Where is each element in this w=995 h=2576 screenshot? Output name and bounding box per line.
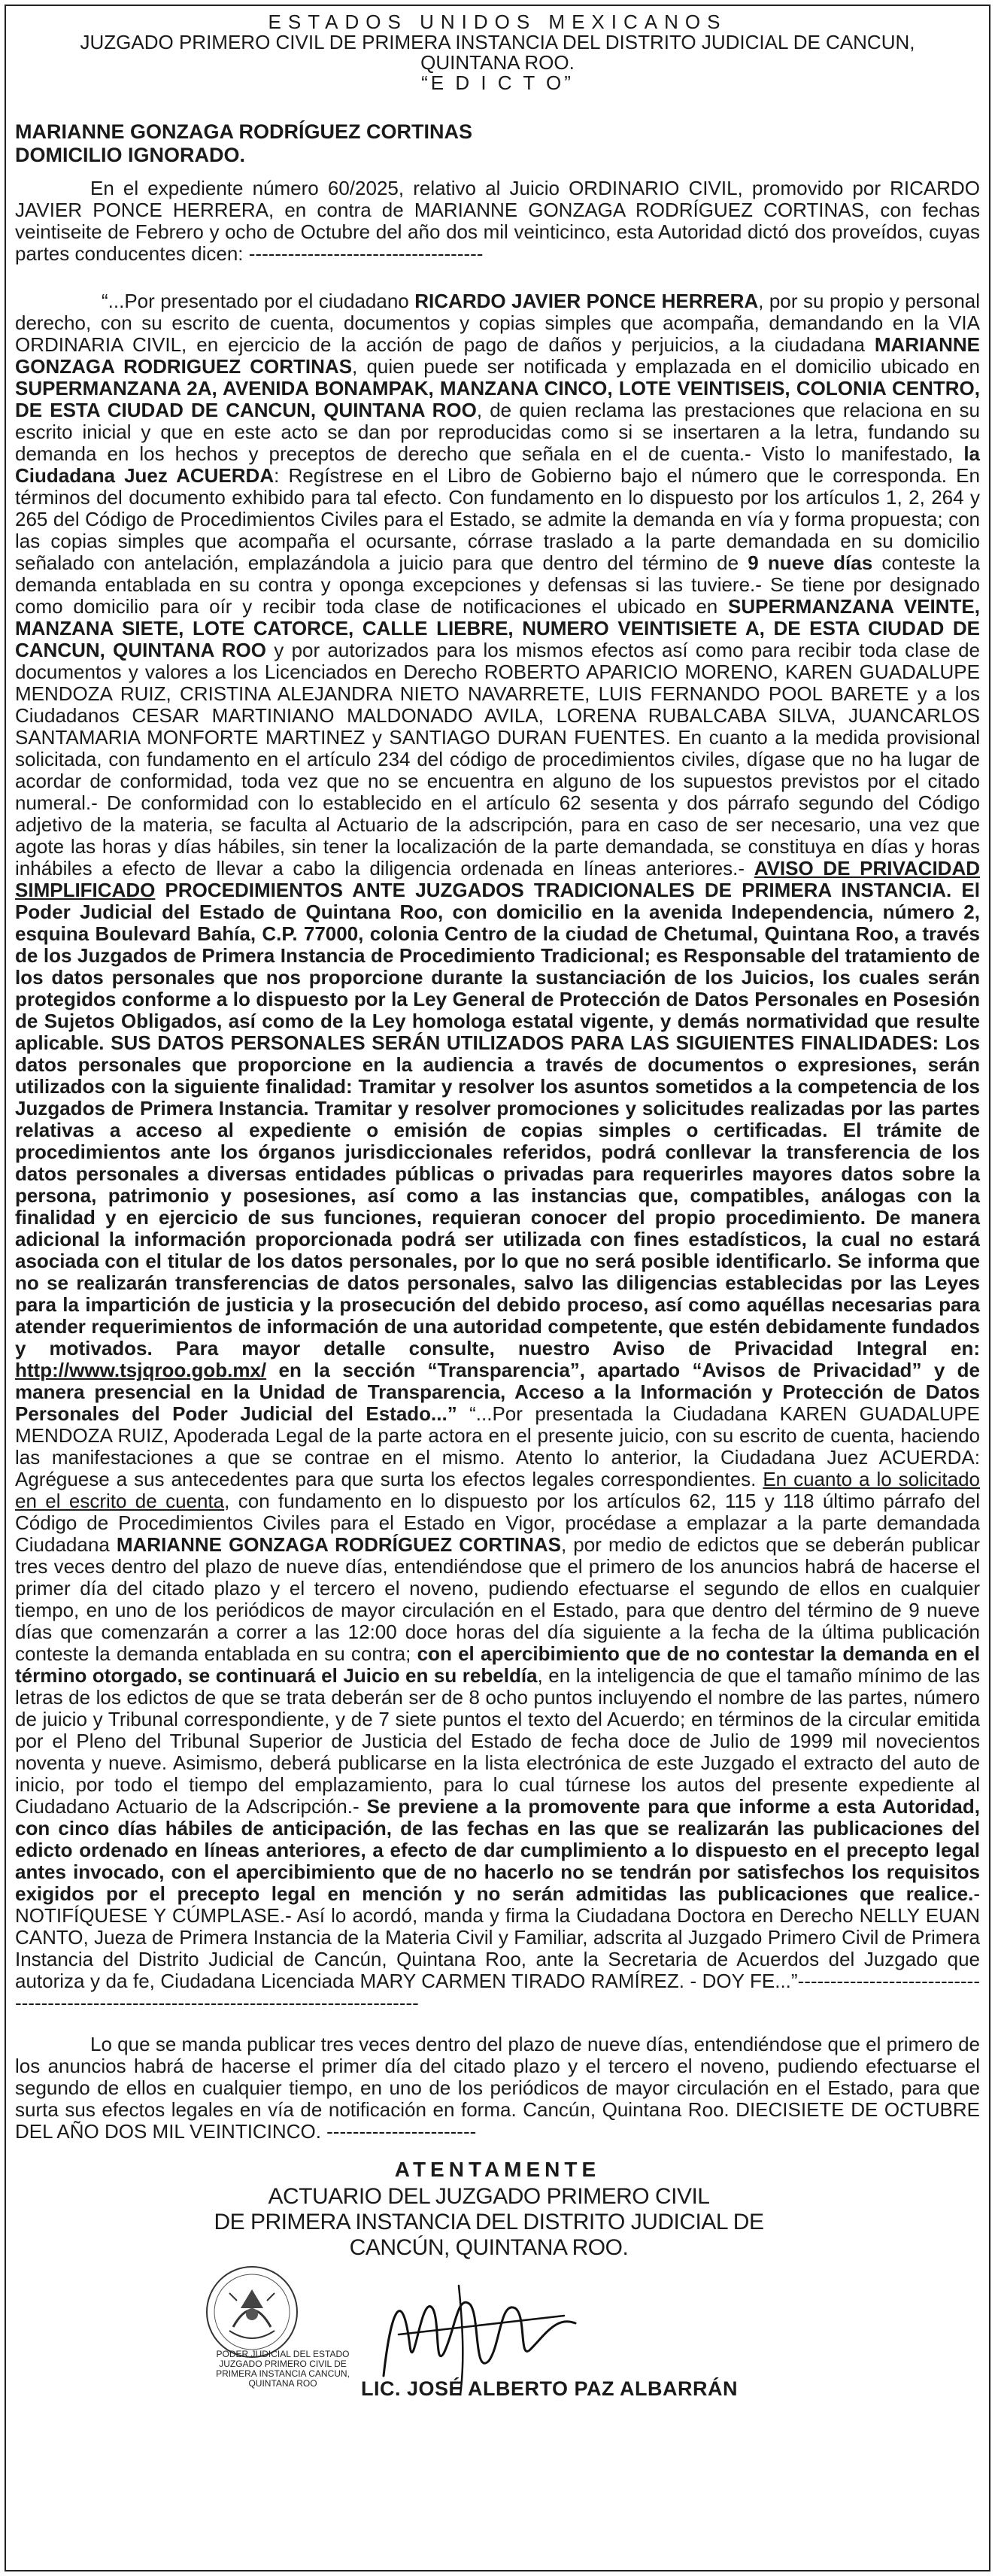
- header-state: QUINTANA ROO.: [420, 51, 575, 74]
- signature-block: [15, 2158, 980, 2413]
- office-line-3: CANCÚN, QUINTANA ROO.: [349, 2235, 629, 2260]
- office-line-2: DE PRIMERA INSTANCIA DEL DISTRITO JUDICIAL DE: [214, 2210, 764, 2234]
- body-segment: con el apercibimiento que de no contestar la demanda en el término otorgado, se continuará el Juicio en su rebeldía: [15, 1642, 981, 1687]
- seal-caption: PODER JUDICIAL DEL ESTADO JUZGADO PRIMERO CIVIL DE PRIMERA INSTANCIA CANCUN, QUINTANA ROO: [216, 2349, 350, 2389]
- body-segment: y por autorizados para los mismos efectos así como para recibir toda clase de documentos y valores a los Licenciados en Derecho ROBERTO APARICIO MORENO, KAREN GUADALUPE MENDOZA RUIZ, CRISTINA ALEJANDRA NIETO NAVARRETE, LUIS FERNANDO POOL BARETE y a los Ciudadanos CESAR MARTINIANO MALDONADO AVILA, LORENA RUBALCABA SILVA, JUANCARLOS SANTAMARIA MONFORTE MARTINEZ y SANTIAGO DURAN FUENTES. En cuanto a la medida provisional solicitada, con fundamento en el artículo 234 del código de procedimientos civiles, dígase que no ha lugar de acordar de conformidad, toda vez que no se encuentra en alguno de los supuestos previstos por el citado numeral.- De conformidad con lo establecido en el artículo 62 sesenta y dos párrafo segundo del Código adjetivo de la materia, se faculta al Actuario de la adscripción, para en caso de ser necesario, una vez que agote las horas y días hábiles, sin tener la localización de la parte demandada, se constituya en días y horas inhábiles a efecto de llevar a cabo la diligencia ordenada en líneas anteriores.-: [15, 639, 980, 879]
- body-segment: En cuanto a lo solicitado en el escrito de cuenta: [15, 1468, 980, 1512]
- body-segment: PROCEDIMIENTOS ANTE JUZGADOS TRADICIONALES DE PRIMERA INSTANCIA. El Poder Judicial del Estado de Quintana Roo, con domicilio en la avenida Independencia, número 2, esquina Boulevard Bahía, C.P. 77000, colonia Centro de la ciudad de Chetumal, Quintana Roo, a través de los Juzgados de Primera Instancia de Procedimiento Tradicional; es Responsable del tratamiento de los datos personales que nos proporcione durante la sustanciación de los Juicios, los cuales serán protegidos conforme a lo dispuesto por la Ley General de Protección de Datos Personales en Posesión de Sujetos Obligados, así como de la Ley homologa estatal vigente, y demás normatividad que resulte aplicable. SUS DATOS PERSONALES SERÁN UTILIZADOS PARA LAS SIGUIENTES FINALIDADES: Los datos personales que proporcione en la audiencia a través de documentos o expresiones, serán utilizados con la siguiente finalidad: Tramitar y resolver los asuntos sometidos a la competencia de los Juzgados de Primera Instancia. Tramitar y resolver promociones y solicitudes realizadas por las partes relativas a acceso al expediente o emisión de copias simples o certificadas. El trámite de procedimientos ante los órganos jurisdiccionales referidos, podrá conllevar la transferencia de los datos personales a diversas entidades públicas o privadas para requerirles mayores datos sobre la persona, patrimonio y posesiones, así como a las instancias que, compatibles, análogas con la finalidad y en ejercicio de sus funciones, requieran conocer del propio procedimiento. De manera adicional la información proporcionada podrá ser utilizada con fines estadísticos, la cual no estará asociada con el titular de los datos personales, por lo que no será posible identificarlo. Se informa que no se realizarán transferencias de datos personales, salvo las diligencias establecidas por las Leyes para la impartición de justicia y la prosecución del debido proceso, así como aquéllas necesarias para atender requerimientos de información de una autoridad competente, que estén debidamente fundados y motivados. Para mayor detalle consulte, nuestro Aviso de Privacidad Integral en:: [15, 879, 980, 1359]
- body-segment: MARIANNE GONZAGA RODRÍGUEZ CORTINAS: [116, 1533, 561, 1556]
- body-segment: , de quien reclama las prestaciones que relaciona en su escrito inicial y que en este acto se dan por reproducidas como si se insertaren a la letra, fundando su demanda en los hechos y preceptos de derecho que señala en el de cuenta.- Visto lo manifestado,: [15, 399, 980, 465]
- signer-name: LIC. JOSÉ ALBERTO PAZ ALBARRÁN: [361, 2377, 739, 2400]
- body-paragraph: [15, 290, 980, 2014]
- addressee-domicile: DOMICILIO IGNORADO.: [15, 144, 245, 166]
- body-segment: , con fundamento en lo dispuesto por los artículos 62, 115 y 118 último párrafo del Código de Procedimientos Civiles para el Estado en Vigor, procédase a emplazar a la parte demandada Ciudadana: [15, 1490, 980, 1556]
- body-segment: SUPERMANZANA VEINTE, MANZANA SIETE, LOTE CATORCE, CALLE LIEBRE, NUMERO VEINTISIETE A, DE ESTA CIUDAD DE CANCUN, QUINTANA ROO: [15, 595, 980, 661]
- header-edict-title: “E D I C T O”: [421, 71, 574, 94]
- body-segment: , por su propio y personal derecho, con su escrito de cuenta, documentos y copias simples que acompaña, demandando en la VIA ORDINARIA CIVIL, en ejercicio de la acción de pago de daños y perjuicios, a la ciudadana: [15, 290, 981, 356]
- body-segment: conteste la demanda entablada en su contra y oponga excepciones y defensas si las tuviere.- Se tiene por designado como domicilio para oír y recibir toda clase de notificaciones el ubicado en: [15, 551, 980, 618]
- body-segment: la Ciudadana Juez ACUERDA: [15, 442, 980, 487]
- body-segment: RICARDO JAVIER PONCE HERRERA: [414, 290, 759, 312]
- body-segment: “...Por presentado por el ciudadano: [102, 290, 415, 312]
- body-segment: SUPERMANZANA 2A, AVENIDA BONAMPAK, MANZANA CINCO, LOTE VEINTISEIS, COLONIA CENTRO, DE ESTA CIUDAD DE CANCUN, QUINTANA ROO: [15, 377, 980, 421]
- body-segment: , en la inteligencia de que el tamaño mínimo de las letras de los edictos de que se trata deberán ser de 8 ocho puntos incluyendo el nombre de las partes, número de juicio y Tribunal correspondiente, y de 7 siete puntos el texto del Acuerdo; en términos de la circular emitida por el Pleno del Tribunal Superior de Justicia del Estado de fecha doce de Julio de 1999 mil novecientos noventa y nueve. Asimismo, deberá publicarse en la lista electrónica de este Juzgado el extracto del auto de inicio, por todo el tiempo del emplazamiento, para lo cual túrnese los autos del presente expediente al Ciudadano Actuario de la Adscripción.-: [15, 1664, 980, 1818]
- header-court: JUZGADO PRIMERO CIVIL DE PRIMERA INSTANCIA DEL DISTRITO JUDICIAL DE CANCUN,: [80, 31, 915, 53]
- body-segment: , por medio de edictos que se deberán publicar tres veces dentro del plazo de nueve días, entendiéndose que el primero de los anuncios habrá de hacerse el primer día del citado plazo y el tercero el noveno, pudiendo efectuarse el segundo de ellos en cualquier tiempo, en uno de los periódicos de mayor circulación en el Estado, para que dentro del término de 9 nueve días que comenzarán a correr a las 12:00 doce horas del día siguiente a la fecha de la última publicación conteste la demanda entablada en su contra;: [15, 1533, 980, 1665]
- body-segment: , quien puede ser notificada y emplazada en el domicilio ubicado en: [352, 355, 980, 378]
- closing-paragraph: Lo que se manda publicar tres veces dentro del plazo de nueve días, entendiéndose que el primero de los anuncios habrá de hacerse el primer día del citado plazo y el tercero el noveno, pudiendo efectuarse el segundo de ellos en cualquier tiempo, en uno de los periódicos de mayor circulación en el Estado, para que surta sus efectos legales en vía de notificación en forma. Cancún, Quintana Roo. DIECISIETE DE OCTUBRE DEL AÑO DOS MIL VEINTICINCO. -----------------------: [15, 2033, 980, 2143]
- intro-paragraph: En el expediente número 60/2025, relativo al Juicio ORDINARIO CIVIL, promovido por RICARDO JAVIER PONCE HERRERA, en contra de MARIANNE GONZAGA RODRÍGUEZ CORTINAS, con fechas veintiseite de Febrero y ocho de Octubre del año dos mil veinticinco, esta Autoridad dictó dos proveídos, cuyas partes conducentes dicen: ------------------------------------: [15, 177, 980, 265]
- body-segment: “...Por presentada la Ciudadana KAREN GUADALUPE MENDOZA RUIZ, Apoderada Legal de la parte actora en el presente juicio, con su escrito de cuenta, haciendo las manifestaciones a que se contrae en el mismo. Atento lo anterior, la Ciudadana Juez ACUERDA: Agréguese a sus antecedentes para que surta los efectos legales correspondientes.: [15, 1402, 980, 1490]
- office-line-1: ACTUARIO DEL JUZGADO PRIMERO CIVIL: [268, 2184, 710, 2209]
- body-segment: 9 nueve días: [748, 551, 873, 574]
- addressee: [15, 120, 980, 167]
- header-country: ESTADOS UNIDOS MEXICANOS: [268, 11, 727, 33]
- body-segment: : Regístrese en el Libro de Gobierno bajo el número que le corresponda. En términos del documento exhibido para tal efecto. Con fundamento en lo dispuesto por los artículos 1, 2, 264 y 265 del Código de Procedimientos Civiles para el Estado, se admite la demanda en vía y forma propuesta; con las copias simples que acompaña el ocursante, córrase traslado a la parte demandada en su domicilio señalado con antelación, emplazándola a juicio para que dentro del término de: [15, 464, 980, 574]
- body-segment: en la sección “Transparencia”, apartado “Avisos de Privacidad” y de manera presencial en la Unidad de Transparencia, Acceso a la Información y Protección de Datos Personales del Poder Judicial del Estado...”: [15, 1359, 980, 1425]
- addressee-name: MARIANNE GONZAGA RODRÍGUEZ CORTINAS: [15, 120, 472, 143]
- body-segment: Se previene a la promovente para que informe a esta Autoridad, con cinco días hábiles de anticipación, de las fechas en las que se realizarán las publicaciones del edicto ordenado en líneas anteriores, a efecto de dar cumplimiento a lo dispuesto en el precepto legal antes invocado, con el apercibimiento que de no hacerlo no se tendrán por satisfechos los requisitos exigidos por el precepto legal en mención y no serán admitidas las publicaciones que realice.: [15, 1795, 980, 1905]
- body-segment: http://www.tsjqroo.gob.mx/: [15, 1359, 267, 1381]
- salutation: ATENTAMENTE: [394, 2158, 601, 2181]
- body-segment: AVISO DE PRIVACIDAD SIMPLIFICADO: [15, 857, 980, 901]
- body-segment: MARIANNE GONZAGA RODRIGUEZ CORTINAS: [15, 333, 980, 378]
- body-segment: - NOTIFÍQUESE Y CÚMPLASE.- Así lo acordó, manda y firma la Ciudadana Doctora en Derecho NELLY EUAN CANTO, Jueza de Primera Instancia de la Materia Civil y Familiar, adscrita al Juzgado Primero Civil de Primera Instancia del Distrito Judicial de Cancún, Quintana Roo, ante la Secretaria de Acuerdos del Juzgado que autoriza y da fe, Ciudadana Licenciada MARY CARMEN TIRADO RAMÍREZ. - DOY FE...”------------------------------------------------------------------------------------------: [15, 1882, 980, 2014]
